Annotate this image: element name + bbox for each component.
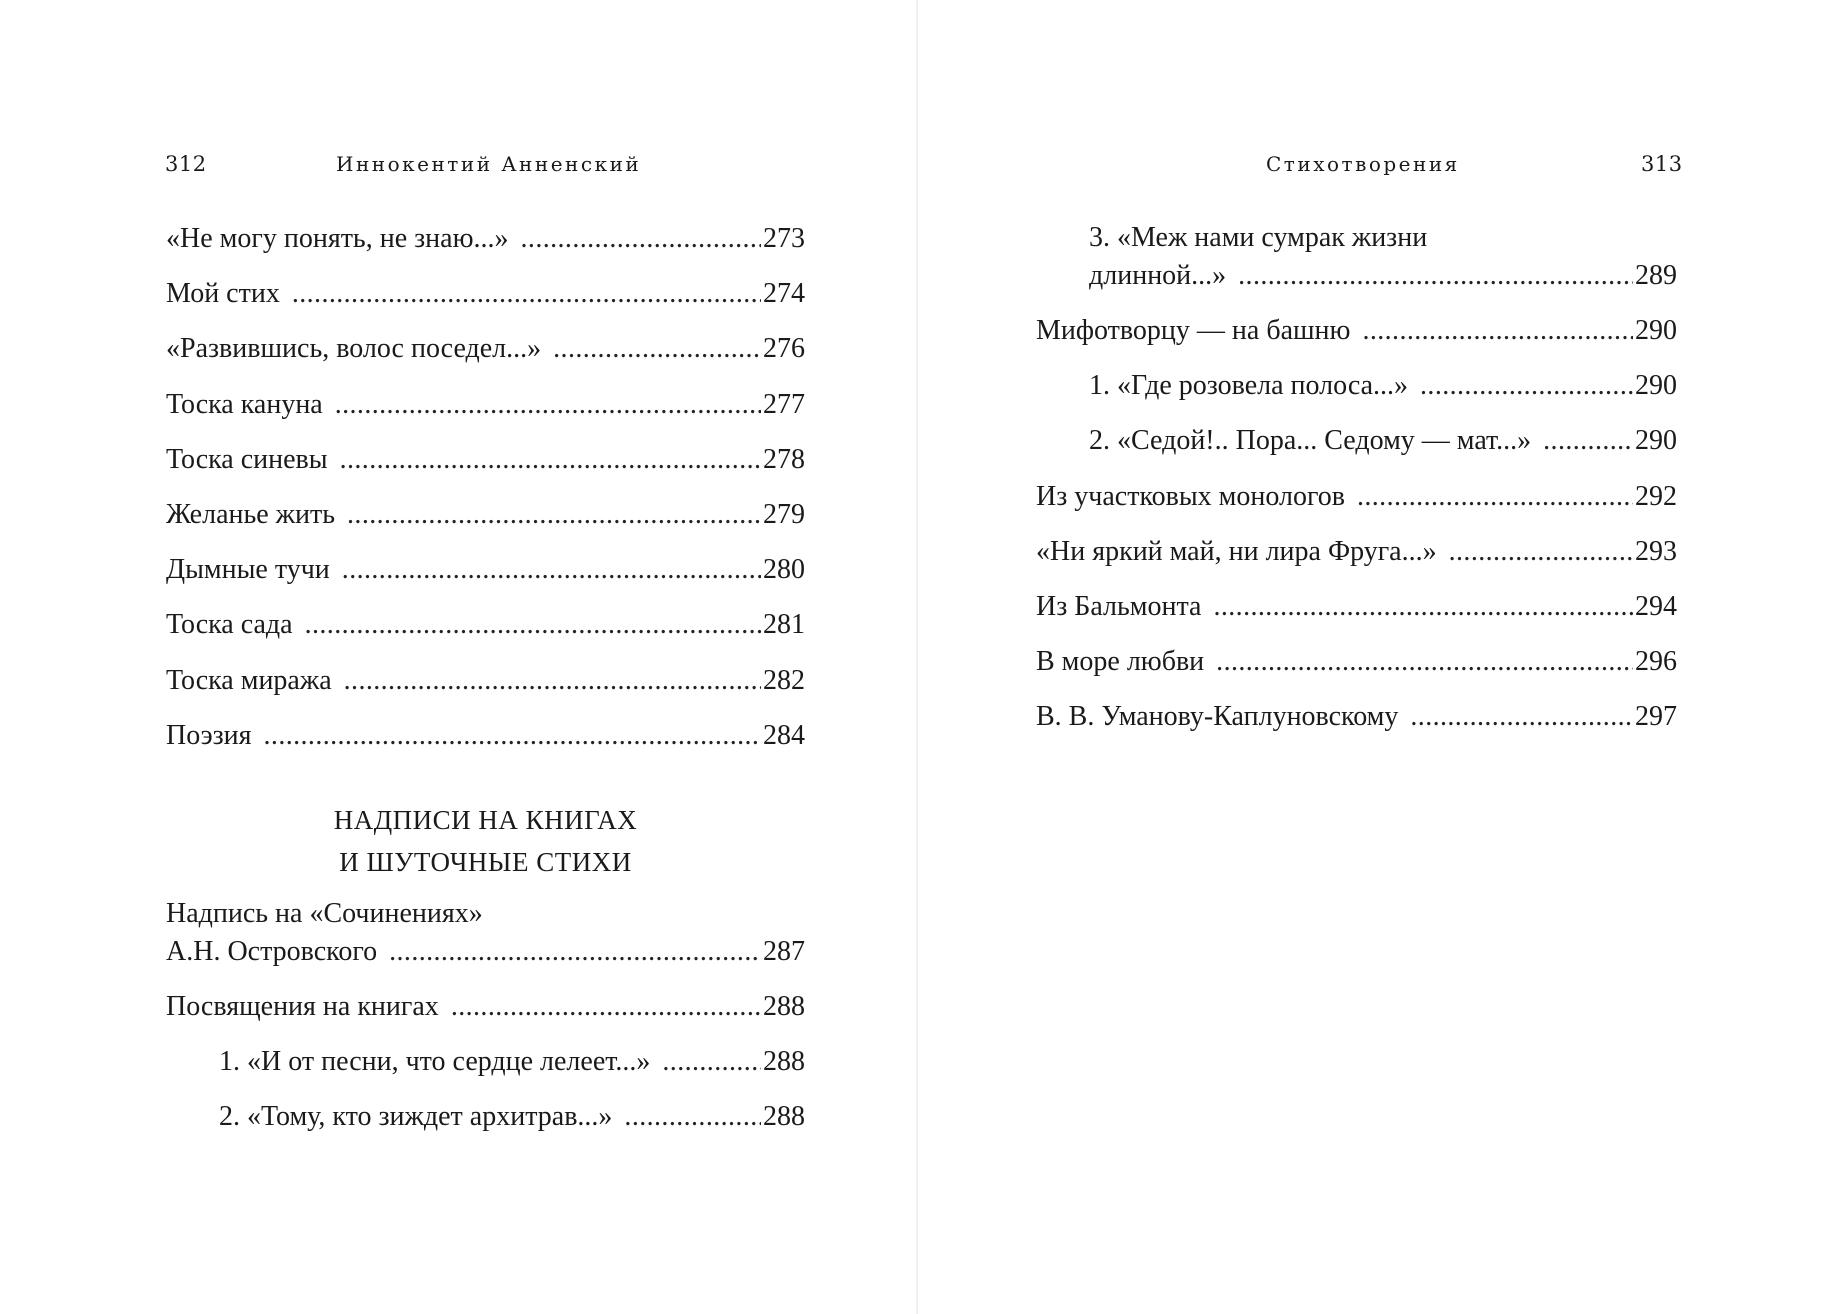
dot-leader: [1216, 642, 1633, 682]
dot-leader: [347, 495, 761, 535]
toc-subentry: [166, 1042, 805, 1097]
toc-entry-page: 288: [763, 1046, 805, 1078]
toc-entry-title: «Не могу понять, не знаю...»: [166, 223, 509, 254]
dot-leader: [624, 1097, 761, 1137]
toc-entry-multiline: [1036, 219, 1677, 296]
dot-leader: [1357, 477, 1633, 517]
toc-entry-page: 289: [1635, 260, 1677, 291]
dot-leader: [1420, 366, 1633, 406]
right-running-head: Стихотворения: [1266, 152, 1460, 176]
toc-entry-title: Мой стих: [166, 278, 280, 310]
toc-entry: [166, 495, 805, 550]
toc-entry: [166, 329, 805, 384]
toc-entry-page: 296: [1635, 646, 1677, 678]
toc-entry-title: Посвящения на книгах: [166, 990, 439, 1022]
toc-entry-title-line2: длинной...»: [1089, 260, 1227, 291]
toc-entry: [1089, 256, 1677, 296]
toc-entry-page: 290: [1635, 425, 1677, 457]
toc-entry: [166, 385, 805, 440]
toc-entry-title-line2: А.Н. Островского: [166, 935, 378, 967]
dot-leader: [1213, 587, 1633, 627]
toc-entry: [166, 550, 805, 605]
toc-subentry: [166, 1097, 805, 1152]
toc-entry-page: 280: [763, 554, 805, 586]
toc-entry: [1036, 587, 1677, 642]
dot-leader: [451, 987, 761, 1027]
toc-entry-page: 288: [763, 990, 805, 1022]
toc-entry-title: Тоска синевы: [166, 443, 328, 475]
toc-entry-title: Тоска кануна: [166, 388, 323, 420]
dot-leader: [553, 329, 761, 369]
dot-leader: [389, 932, 761, 972]
toc-entry-page: 294: [1635, 590, 1677, 622]
toc-entry-page: 274: [763, 278, 805, 310]
toc-entry-title-line1: Надпись на «Сочинениях»: [166, 897, 483, 929]
toc-subentry: [1036, 366, 1677, 421]
toc-entry: [1036, 532, 1677, 587]
toc-entry-page: 278: [763, 443, 805, 475]
toc-entry-page: 297: [1635, 701, 1677, 733]
toc-entry: [1036, 697, 1677, 752]
right-folio: 313: [1641, 152, 1683, 176]
toc-entry-title: В море любви: [1036, 646, 1205, 678]
toc-entry: [166, 716, 805, 771]
dot-leader: [335, 385, 761, 425]
left-toc: [166, 219, 805, 1152]
toc-entry-title: Из Бальмонта: [1036, 590, 1202, 622]
dot-leader: [292, 274, 761, 314]
dot-leader: [1238, 256, 1633, 296]
toc-entry-page: 290: [1635, 315, 1677, 346]
toc-entry-title: Желанье жить: [166, 498, 336, 530]
toc-subentry: [1036, 421, 1677, 476]
toc-entry: [166, 661, 805, 716]
dot-leader: [1410, 697, 1633, 737]
toc-entry-multiline: [166, 895, 805, 972]
toc-entry-page: 292: [1635, 480, 1677, 512]
toc-entry-title: В. В. Уманову-Каплуновскому: [1036, 701, 1399, 733]
toc-entry-page: 288: [763, 1101, 805, 1133]
toc-entry-page: 279: [763, 498, 805, 530]
right-toc: [1036, 219, 1677, 753]
toc-entry-page: 281: [763, 609, 805, 641]
toc-entry: [166, 219, 805, 274]
dot-leader: [342, 550, 761, 590]
dot-leader: [264, 716, 761, 756]
toc-entry-title: «Развившись, волос поседел...»: [166, 333, 542, 365]
toc-entry-title: Поэзия: [166, 719, 252, 751]
toc-entry: [166, 440, 805, 495]
toc-entry-title: Тоска миража: [166, 664, 332, 696]
dot-leader: [1543, 421, 1633, 461]
toc-entry-page: 290: [1635, 370, 1677, 402]
toc-entry-title: 1. «Где розовела полоса...»: [1089, 370, 1409, 402]
toc-entry-page: 276: [763, 333, 805, 365]
dot-leader: [305, 605, 761, 645]
toc-entry: [1036, 642, 1677, 697]
toc-entry-page: 282: [763, 664, 805, 696]
dot-leader: [1449, 532, 1633, 572]
left-running-head: Иннокентий Анненский: [336, 152, 642, 176]
toc-entry-page: 273: [763, 223, 805, 254]
dot-leader: [662, 1042, 761, 1082]
toc-entry-page: 284: [763, 719, 805, 751]
toc-entry-title: Дымные тучи: [166, 554, 330, 586]
toc-entry-page: 287: [763, 935, 805, 967]
dot-leader: [1362, 311, 1633, 351]
toc-entry: [166, 932, 805, 972]
toc-entry-title: 2. «Тому, кто зиждет архитрав...»: [219, 1101, 613, 1133]
dot-leader: [344, 661, 761, 701]
toc-entry: [166, 605, 805, 660]
toc-entry: [166, 274, 805, 329]
dot-leader: [521, 219, 761, 259]
toc-entry-title-line1: 3. «Меж нами сумрак жизни: [1089, 222, 1428, 253]
toc-entry-title: 2. «Седой!.. Пора... Седому — мат...»: [1089, 425, 1532, 457]
section-heading-line: И ШУТОЧНЫЕ СТИХИ: [339, 846, 632, 877]
section-heading: [166, 799, 805, 883]
toc-entry-title: Тоска сада: [166, 609, 293, 641]
toc-entry: [1036, 477, 1677, 532]
toc-entry-page: 293: [1635, 535, 1677, 567]
toc-entry-page: 277: [763, 388, 805, 420]
section-heading-line: НАДПИСИ НА КНИГАХ: [333, 804, 638, 835]
toc-entry-title: 1. «И от песни, что сердце лелеет...»: [219, 1046, 651, 1078]
left-page: [0, 0, 918, 1314]
toc-entry-title: Из участковых монологов: [1036, 480, 1345, 512]
toc-entry: [1036, 311, 1677, 366]
left-folio: 312: [165, 152, 207, 176]
dot-leader: [340, 440, 761, 480]
toc-entry-title: Мифотворцу — на башню: [1036, 315, 1351, 346]
toc-entry: [166, 987, 805, 1042]
toc-entry-title: «Ни яркий май, ни лира Фруга...»: [1036, 535, 1437, 567]
